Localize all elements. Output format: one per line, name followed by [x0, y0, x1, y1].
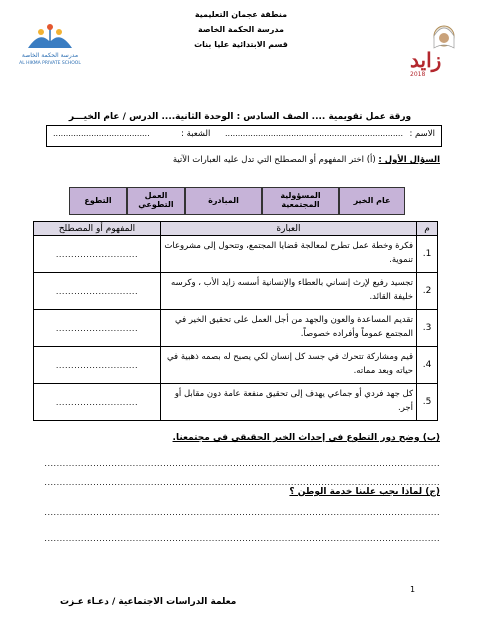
- part-b-answer-line[interactable]: ..................................................................................................................................: [44, 478, 440, 487]
- category-box: العمل التطوعي: [127, 187, 185, 215]
- row-number: 3.: [417, 310, 438, 347]
- row-statement: قيم ومشاركة تتحرك في جسد كل إنسان لكي يصبح له بصمه ذهبية في حياته وبعد مماته.: [160, 347, 416, 384]
- department-name: قسم الابتدائية عليا بنات: [194, 40, 288, 49]
- answer-field[interactable]: ...........................: [34, 310, 161, 347]
- teacher-signature: معلمة الدراسات الاجتماعية / دعـاء عـزت: [60, 597, 237, 607]
- school-logo-english: AL HIKMA PRIVATE SCHOOL: [19, 61, 81, 66]
- row-number: 1.: [417, 236, 438, 273]
- zayed-logo-year: 2018: [410, 71, 426, 78]
- zayed-logo-text: زايد: [410, 48, 442, 72]
- name-label: الاسم :: [409, 129, 435, 139]
- worksheet-title: ورقة عمل تقويمية .... الصف السادس : الوحدة الثانية.... الدرس / عام الخيـــر: [68, 112, 412, 122]
- table-header-row: [34, 222, 438, 236]
- col-number-header: م: [417, 222, 438, 236]
- row-number: 4.: [417, 347, 438, 384]
- section-field[interactable]: ......................................: [53, 129, 150, 138]
- part-b-answer-line[interactable]: ..................................................................................................................................: [44, 459, 440, 468]
- school-name: مدرسة الحكمة الخاصة: [198, 25, 284, 34]
- zone-name: منطقة عجمان التعليمية: [194, 10, 288, 19]
- statements-table: [33, 221, 438, 421]
- part-c-question: (ج) لماذا يجب علينا خدمة الوطن ؟: [289, 487, 440, 497]
- name-field[interactable]: ......................................................................: [224, 129, 403, 138]
- table-row: [34, 310, 438, 347]
- book-logo-icon: [10, 22, 90, 52]
- table-row: [34, 347, 438, 384]
- table-row: [34, 236, 438, 273]
- zayed-year-logo: [408, 22, 468, 80]
- row-number: 5.: [417, 384, 438, 421]
- row-statement: تجسيد رفيع لإرث إنساني بالعطاء والإنسانية أسسه زايد الأب ، وكرسه خليفة القائد.: [160, 273, 416, 310]
- row-statement: تقديم المساعدة والعون والجهد من أجل العمل على تحقيق الخير في المجتمع عموماً وأفراده خصوصاً.: [160, 310, 416, 347]
- table-row: [34, 384, 438, 421]
- category-box: عام الخير: [339, 187, 405, 215]
- answer-field[interactable]: ...........................: [34, 347, 161, 384]
- part-b-question: (ب) وضح دور التطوع في إحداث الخير الحقيقي في مجتمعنا.: [172, 433, 440, 443]
- category-box: المسؤولية المجتمعية: [262, 187, 339, 215]
- school-logo-arabic: مدرسة الحكمة الخاصة: [21, 52, 79, 59]
- section-label: الشعبة :: [181, 129, 211, 139]
- table-row: [34, 273, 438, 310]
- page-number: 1: [410, 585, 416, 594]
- category-box: التطوع: [69, 187, 127, 215]
- question-1: [40, 155, 440, 165]
- col-concept-header: المفهوم أو المصطلح: [34, 222, 161, 236]
- category-box: المبادرة: [185, 187, 262, 215]
- row-statement: فكرة وخطة عمل تطرح لمعالجة قضايا المجتمع، وتتحول إلى مشروعات تنموية.: [160, 236, 416, 273]
- question-1-label: السؤال الأول :: [378, 155, 440, 165]
- answer-field[interactable]: ...........................: [34, 236, 161, 273]
- answer-field[interactable]: ...........................: [34, 273, 161, 310]
- col-statement-header: العبارة: [160, 222, 416, 236]
- student-info-box: [46, 125, 442, 147]
- answer-field[interactable]: ...........................: [34, 384, 161, 421]
- part-c-answer-line[interactable]: ..................................................................................................................................: [44, 508, 440, 517]
- question-1-instruction: (أ) اختر المفهوم أو المصطلح التي تدل عليه العبارات الآتية: [172, 155, 376, 165]
- school-logo: [10, 22, 90, 70]
- row-number: 2.: [417, 273, 438, 310]
- row-statement: كل جهد فردي أو جماعي يهدف إلى تحقيق منفعة عامة دون مقابل أو أجر.: [160, 384, 416, 421]
- part-c-answer-line[interactable]: ..................................................................................................................................: [44, 534, 440, 543]
